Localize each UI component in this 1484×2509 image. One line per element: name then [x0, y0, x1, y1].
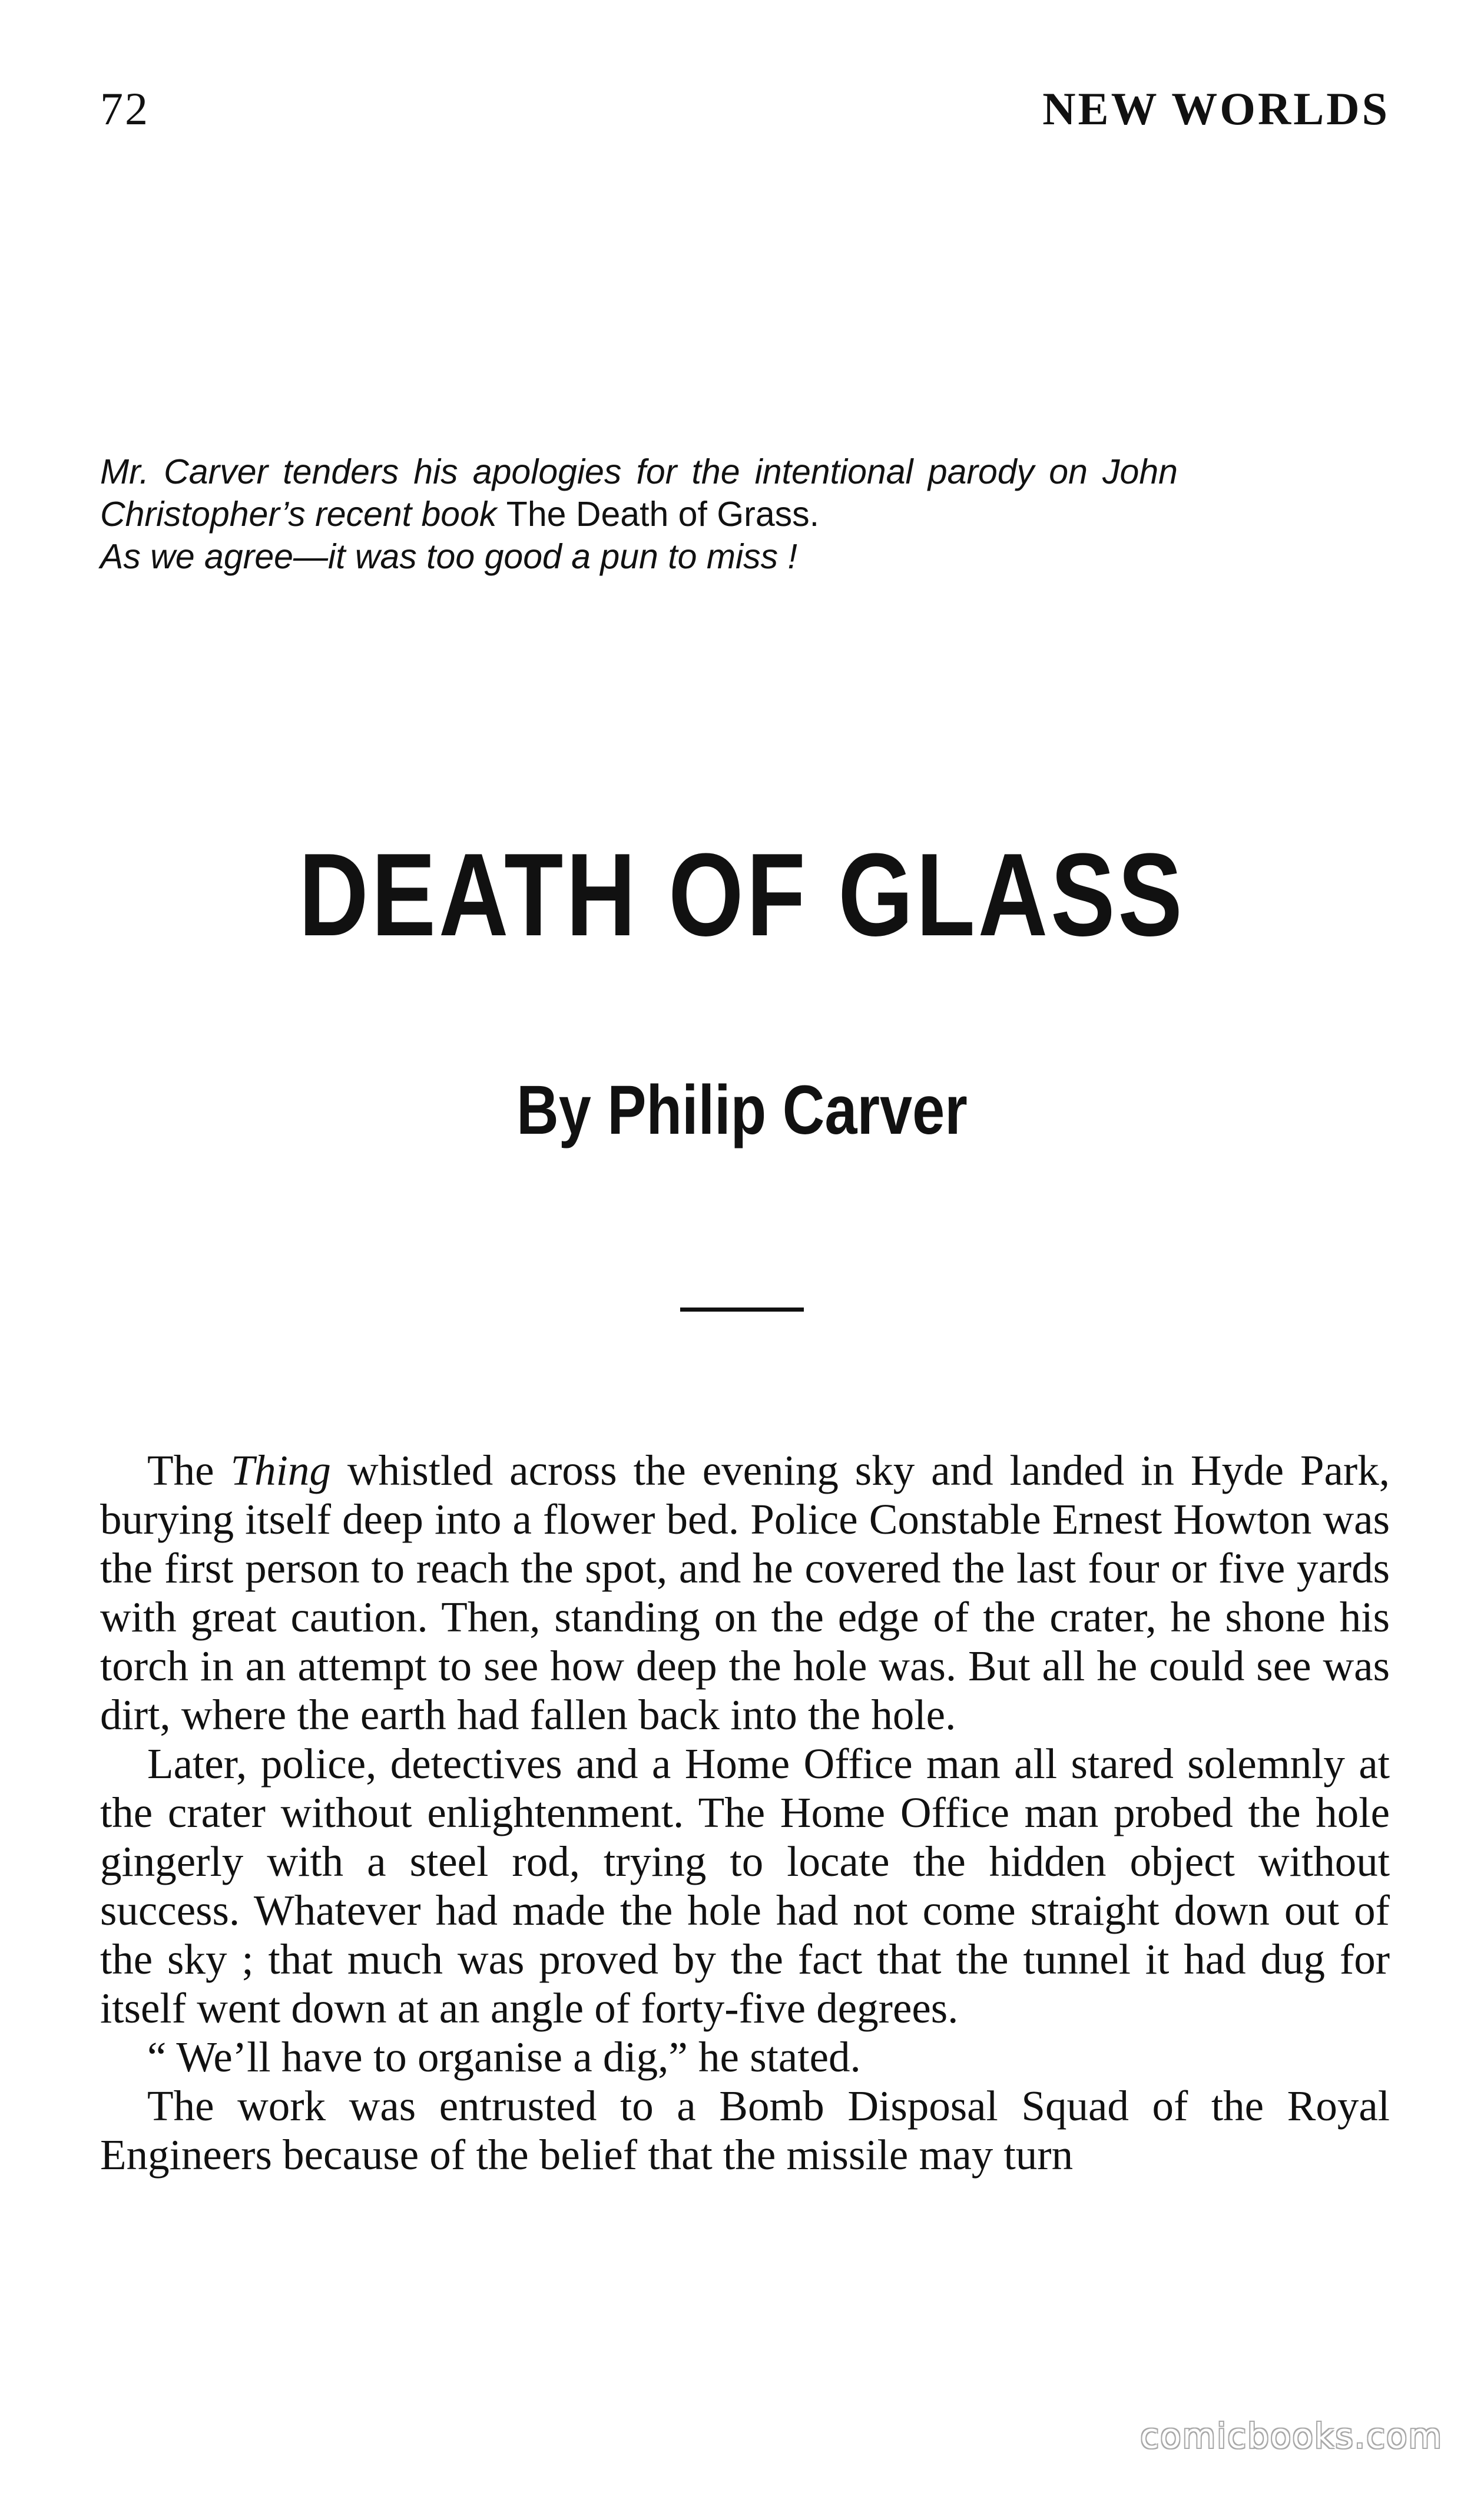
page-number: 72 [100, 83, 150, 134]
paragraph [100, 1446, 1390, 1739]
italic-word: Thing [230, 1447, 331, 1494]
running-head [100, 82, 1390, 135]
story-body [100, 1446, 1390, 2179]
book-title: The Death of Grass. [506, 495, 820, 534]
paragraph-text: whistled across the evening sky and landed in Hyde Park, burying itself deep into a flower bed. Police Constable Ernest Howton was the first person to reach the spot, and he covered the last four or five yards with great caution. Then, standing on the edge of the crater, he shone his torch in an attempt to see how deep the hole was. But all he could see was dirt, where the earth had fallen back into the hole. [100, 1447, 1390, 1739]
paragraph: “ We’ll have to organise a dig,” he stated. [147, 2033, 861, 2081]
paragraph: Later, police, detectives and a Home Office man all stared solemnly at the crater without enlightenment. The Home Office man probed the hole gingerly with a steel rod, trying to locate the hidden object without success. Whatever had made the hole had not come straight down out of the sky ; that much was proved by the fact that the tunnel it had dug for itself went down at an angle of forty-five degrees. [100, 1740, 1390, 2032]
paragraph-text: The [147, 1447, 231, 1494]
editor-note-comment: As we agree—it was too good a pun to miss ! [100, 537, 797, 576]
paragraph: The work was entrusted to a Bomb Disposal Squad of the Royal Engineers because of the belief that the missile may turn [100, 2082, 1390, 2179]
journal-title: NEW WORLDS [1042, 83, 1390, 134]
divider-rule [680, 1308, 804, 1312]
editor-note [100, 451, 1178, 578]
watermark: comicbooks.com [1140, 2416, 1443, 2456]
editor-note-text: Mr. Carver tenders his apologies for the intentional parody on John Christopher’s recent book [100, 452, 1178, 534]
story-title: DEATH OF GLASS [299, 829, 1185, 961]
byline: By Philip Carver [516, 1071, 968, 1149]
